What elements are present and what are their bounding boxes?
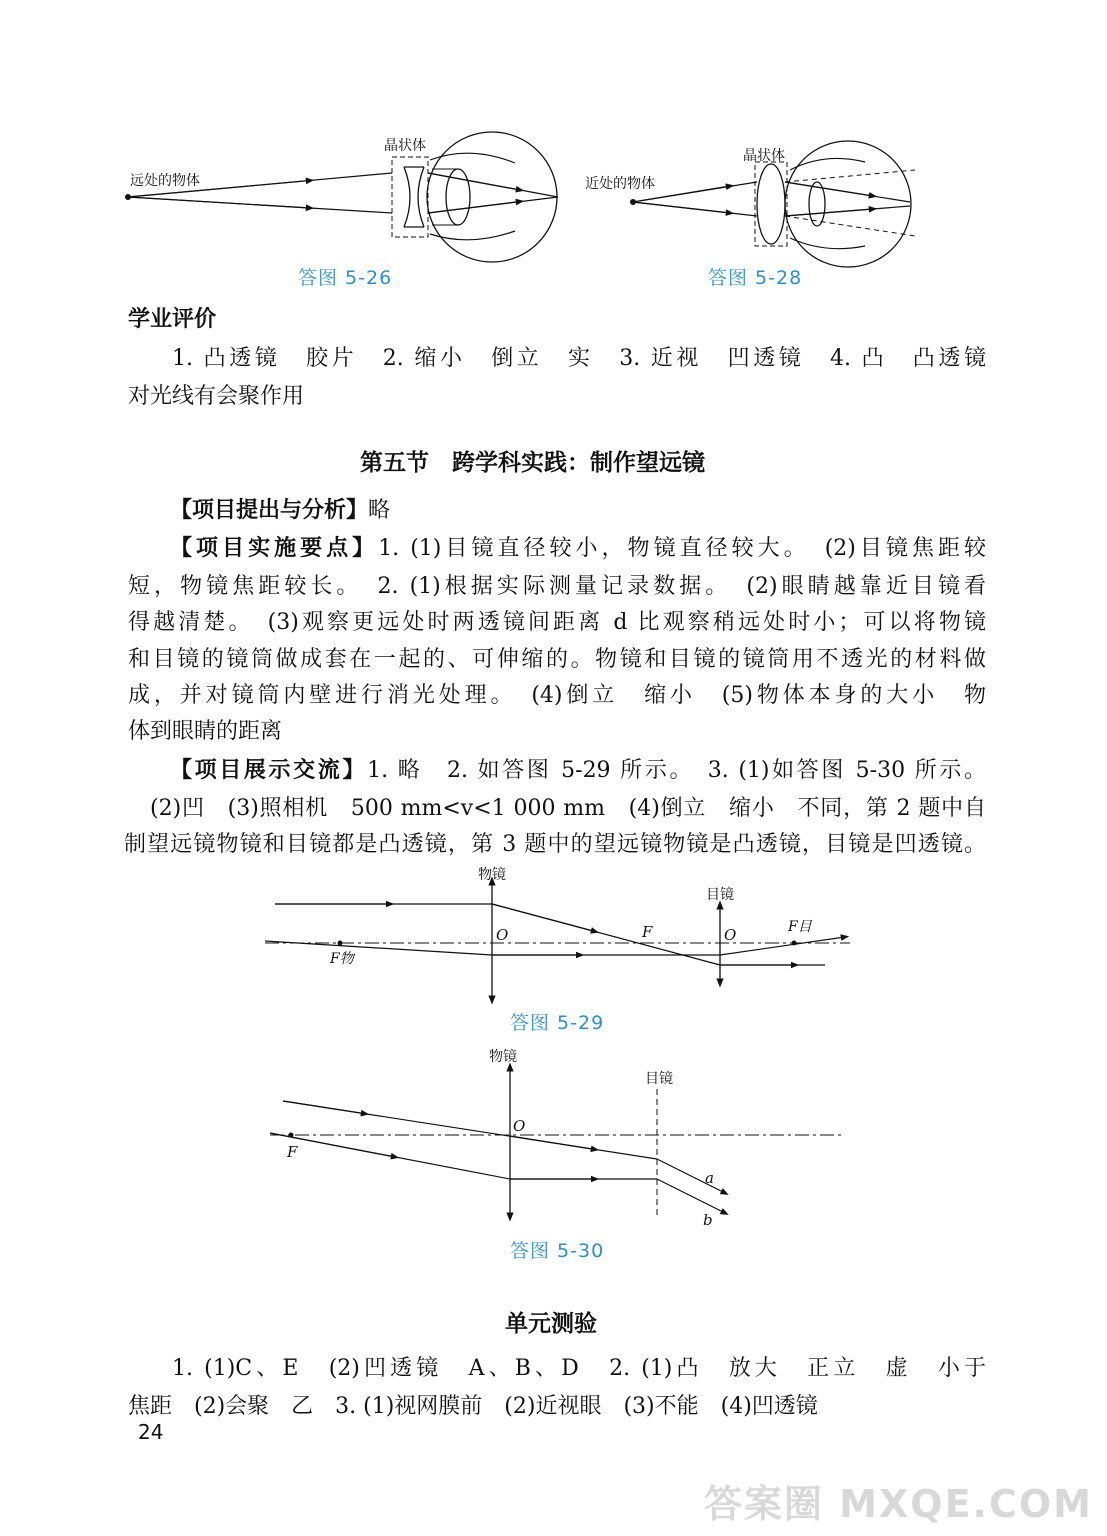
unit-test-line-1: 1. (1)C、E (2)凹透镜 A、B、D 2. (1)凸 放大 正立 虚 小于 (172, 1356, 986, 1381)
evaluation-heading: 学业评价 (128, 307, 217, 332)
evaluation-line-2: 对光线有会聚作用 (128, 384, 305, 409)
section-title: 第五节 跨学科实践：制作望远镜 (360, 450, 705, 476)
object-label: 近处的物体 (585, 176, 655, 192)
figure-5-26 (120, 135, 570, 265)
exhibition-label: 【项目展示交流】 (170, 758, 368, 783)
implementation-line-3: 得越清楚。 (3)观察更远处时两透镜间距离 d 比观察稍远处时小；可以将物镜 (128, 610, 986, 635)
common-focus-label: F (642, 923, 653, 941)
optical-center-eyepiece: O (724, 926, 737, 944)
figure-5-29-caption: 答图 5-29 (510, 1012, 605, 1034)
exhibition-line-3: 制望远镜物镜和目镜都是凸透镜，第 3 题中的望远镜物镜是凸透镜，目镜是凹透镜。 (124, 832, 986, 857)
unit-test-line-2: 焦距 (2)会聚 乙 3. (1)视网膜前 (2)近视眼 (3)不能 (4)凹透镜 (128, 1394, 818, 1419)
eyepiece-focus-label: F目 (788, 919, 812, 935)
exhibition-line-2: (2)凹 (3)照相机 500 mm<v<1 000 mm (4)倒立 缩小 不同，第 2 题中自 (150, 796, 986, 821)
eyepiece-label: 目镜 (645, 1071, 673, 1087)
lens-label: 晶状体 (743, 148, 785, 164)
evaluation-line-1: 1. 凸透镜 胶片 2. 缩小 倒立 实 3. 近视 凹透镜 4. 凸 凸透镜 (172, 346, 986, 371)
convex-lens (757, 164, 785, 244)
object-label: 远处的物体 (130, 173, 200, 189)
ray-b-label: b (703, 1211, 713, 1229)
optical-center-label: O (513, 1117, 526, 1135)
figure-5-28 (585, 140, 925, 265)
unit-test-heading: 单元测验 (505, 1311, 597, 1337)
figure-5-30 (265, 1045, 855, 1230)
figure-5-28-caption: 答图 5-28 (708, 267, 803, 289)
project-analysis-text: 略 (368, 498, 391, 523)
implementation-line-2: 短，物镜焦距较长。 2. (1)根据实际测量记录数据。 (2)眼睛越靠近目镜看 (128, 574, 986, 599)
figure-5-30-caption: 答图 5-30 (510, 1240, 605, 1262)
implementation-line-4: 和目镜的镜筒做成套在一起的、可伸缩的。物镜和目镜的镜筒用不透光的材料做 (128, 647, 986, 672)
implementation-line-1 (170, 530, 986, 569)
ray-a-label: a (705, 1169, 714, 1187)
lens-dashed-box (755, 162, 787, 246)
eyepiece-label: 目镜 (706, 887, 734, 903)
implementation-label: 【项目实施要点】 (170, 536, 379, 561)
figure-5-30-diagram (265, 1045, 855, 1230)
watermark: 答案圈 MXQE.COM (703, 1482, 1093, 1526)
exhibition-line-1 (170, 752, 986, 791)
page-number: 24 (138, 1420, 164, 1444)
figure-5-28-diagram (585, 140, 925, 265)
implementation-line-6: 体到眼睛的距离 (128, 719, 283, 744)
implementation-text-1: 1. (1)目镜直径较小，物镜直径较大。 (2)目镜焦距较 (378, 536, 986, 561)
objective-label: 物镜 (478, 867, 506, 883)
figure-5-26-caption: 答图 5-26 (298, 267, 393, 289)
figure-5-29-diagram (260, 865, 860, 1010)
optical-center-objective: O (496, 926, 509, 944)
project-analysis-label: 【项目提出与分析】 (170, 498, 369, 523)
focus-label: F (287, 1143, 298, 1161)
figure-5-26-diagram (120, 135, 570, 265)
exhibition-text-1: 1. 略 2. 如答图 5-29 所示。 3. (1)如答图 5-30 所示。 (367, 758, 986, 783)
objective-focus-label: F物 (330, 951, 354, 967)
project-analysis (170, 492, 986, 531)
implementation-line-5: 成，并对镜筒内壁进行消光处理。 (4)倒立 缩小 (5)物体本身的大小 物 (128, 683, 986, 708)
concave-lens (404, 167, 424, 227)
objective-label: 物镜 (489, 1049, 517, 1065)
figure-5-29 (260, 865, 860, 1010)
lens-label: 晶状体 (384, 138, 426, 154)
